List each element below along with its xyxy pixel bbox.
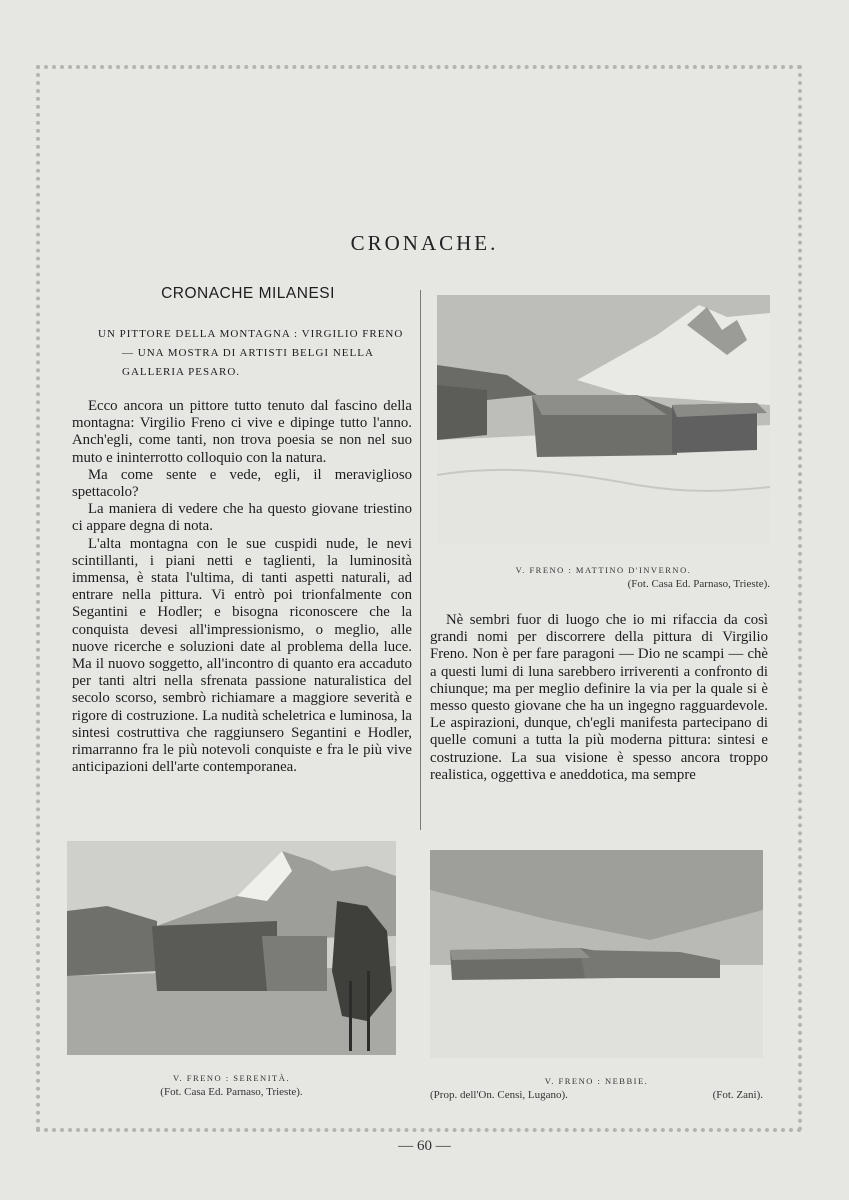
paragraph: L'alta montagna con le sue cuspidi nude, le nevi scintillanti, i piani netti e taglienti, la luminosità immensa, è stata l'ultima, di tanti aspetti naturali, ad entrare nella pittura. Vi entrò poi trionfalmente con Segantini e Hodler; e bisogna riconoscere che la conquista devesi all'impressionismo, o meglio, alle nuove ricerche e soluzioni date al problema della luce. Ma il nuovo soggetto, all'incontro di quanto era accaduto per tanti altri nella sfrenata passione naturalistica del secolo scorso, sembrò richiamare a maggiore severità e rigore di costruzione. La nudità scheletrica e luminosa, la sintesi costruttiva che raggiunsero Segantini e Hodler, rimarranno fra le più notevoli conquiste e fra le più vive anticipazioni dell'arte contemporanea. (72, 535, 412, 776)
figure-nebbie (430, 850, 763, 1101)
column-divider (420, 290, 421, 830)
paragraph: Ma come sente e vede, egli, il meraviglioso spettacolo? (72, 466, 412, 501)
figure-credit: (Fot. Casa Ed. Parnaso, Trieste). (627, 578, 770, 590)
page-number: — 60 — (398, 1138, 451, 1154)
painting-fog-image (430, 850, 763, 1058)
figure-serenita (67, 841, 396, 1098)
left-column (72, 283, 412, 776)
paragraph: Ecco ancora un pittore tutto tenuto dal fascino della montagna: Virgilio Freno ci vive e dipinge tutto l'anno. Anch'egli, come tanti, non trova poesia se non nel suo muto e ininterrotto colloquio con la natura. (72, 398, 412, 466)
figure-credit: (Fot. Casa Ed. Parnaso, Trieste). (160, 1086, 303, 1098)
subsection-title: CRONACHE MILANESI (161, 285, 335, 302)
figure-credit: (Prop. dell'On. Censi, Lugano). (430, 1089, 568, 1101)
painting-winter-morning-image (437, 295, 770, 545)
figure-credit-row (430, 1089, 763, 1101)
painting-serenity-image (67, 841, 396, 1055)
figure-caption: V. FRENO : NEBBIE. (544, 1076, 649, 1086)
figure-mattino-d-inverno (437, 295, 770, 590)
figure-caption: V. FRENO : MATTINO D'INVERNO. (515, 565, 692, 575)
section-title: CRONACHE. (350, 231, 499, 255)
left-column-text (72, 398, 412, 776)
figure-caption: V. FRENO : SERENITÀ. (173, 1073, 290, 1083)
article-summary: UN PITTORE DELLA MONTAGNA : VIRGILIO FRENO — UNA MOSTRA DI ARTISTI BELGI NELLA GALLERIA PESARO. (98, 328, 404, 378)
paragraph: Nè sembri fuor di luogo che io mi rifaccia da così grandi nomi per discorrere della pittura di Virgilio Freno. Non è per fare paragoni — Dio ne scampi — chè a questi lumi di luna sarebbero irriverenti a confronto di chiunque; ma per meglio definire la via per la quale si è messo questo giovane che ha un ingegno ragguardevole. Le aspirazioni, dunque, ch'egli manifesta partecipano di quelle comuni a tutta la più moderna pittura: sintesi e costruzione. La sua visione è spesso ancora troppo realistica, oggettiva e aneddotica, ma sempre (430, 612, 768, 783)
right-column-text (430, 612, 768, 784)
figure-photo-credit: (Fot. Zani). (712, 1089, 763, 1101)
paragraph: La maniera di vedere che ha questo giovane triestino ci appare degna di nota. (72, 501, 412, 535)
